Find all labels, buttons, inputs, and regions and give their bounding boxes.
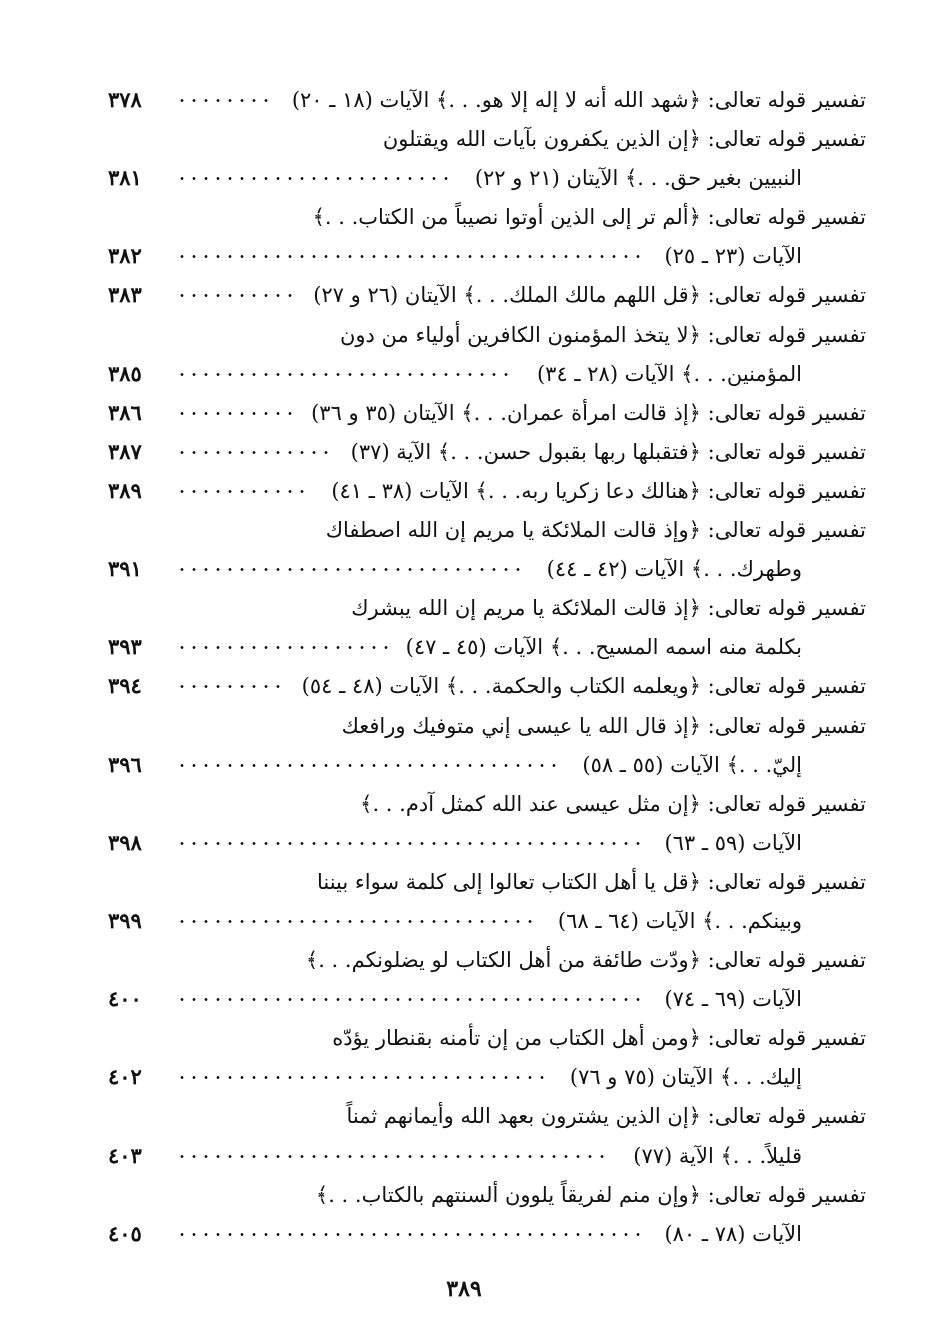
toc-entry-line <box>108 356 866 395</box>
dot-leader <box>176 1076 548 1079</box>
toc-entry-text: تفسير قوله تعالى: ﴿قل اللهم مالك الملك. . .﴾ الآيتان (٢٦ و ٢٧) <box>313 283 866 308</box>
dot-leader <box>176 764 560 767</box>
toc-page-number: ٣٨٩ <box>108 477 142 503</box>
toc-entry-line <box>108 82 866 121</box>
toc-page-number: ٣٨٣ <box>108 282 142 308</box>
toc-entry-text: النبيين بغير حق. . .﴾ الآيتان (٢١ و ٢٢) <box>474 166 802 191</box>
dot-leader <box>176 685 284 688</box>
toc-entry-line <box>108 551 866 590</box>
toc-entry-text: تفسير قوله تعالى: ﴿شهد الله أنه لا إله إلا هو. . .﴾ الآيات (١٨ ـ ٢٠) <box>291 88 866 112</box>
toc-entry-text: تفسير قوله تعالى: ﴿إن الذين يشترون بعهد الله وأيمانهم ثمناً <box>346 1104 866 1129</box>
toc-entry-text: تفسير قوله تعالى: ﴿ألم تر إلى الذين أوتوا نصيباً من الكتاب. . .﴾ <box>312 205 866 230</box>
toc-entry-line <box>108 747 866 786</box>
toc-page-number: ٤٠٥ <box>108 1220 142 1246</box>
toc-entry-text: تفسير قوله تعالى: ﴿وإذ قالت الملائكة يا مريم إن الله اصطفاك <box>325 518 866 543</box>
toc-page-number: ٤٠٣ <box>108 1142 142 1168</box>
toc-page-number: ٣٩٦ <box>108 751 142 777</box>
toc-page-number: ٤٠٠ <box>108 986 142 1012</box>
toc-entry-line <box>108 121 866 160</box>
toc-entry-text: تفسير قوله تعالى: ﴿إذ قالت امرأة عمران. . .﴾ الآيتان (٣٥ و ٣٦) <box>311 400 866 425</box>
toc-entry-text: الآيات (٦٩ ـ ٧٤) <box>664 987 802 1012</box>
toc-entry-line <box>108 395 866 434</box>
toc-entry-line <box>108 786 866 825</box>
toc-entry-text: المؤمنين. . .﴾ الآيات (٢٨ ـ ٣٤) <box>536 361 802 386</box>
toc-entry-line <box>108 1059 866 1098</box>
toc-entry-text: بكلمة منه اسمه المسيح. . .﴾ الآيات (٤٥ ـ ٤٧) <box>405 635 802 660</box>
toc-entry-line <box>108 1138 866 1177</box>
toc-entry-text: تفسير قوله تعالى: ﴿فتقبلها ربها بقبول حسن. . .﴾ الآية (٣٧) <box>350 439 866 464</box>
toc-entry-text: إليّ. . .﴾ الآيات (٥٥ ـ ٥٨) <box>582 752 802 777</box>
table-of-contents <box>108 82 866 1255</box>
toc-page-number: ٣٨١ <box>108 165 142 191</box>
toc-page-number: ٣٨٥ <box>108 360 142 386</box>
toc-entry-line <box>108 473 866 512</box>
dot-leader <box>176 99 272 102</box>
page-number: ٣٨٩ <box>446 1276 482 1302</box>
toc-entry-text: وبينكم. . .﴾ الآيات (٦٤ ـ ٦٨) <box>557 908 802 933</box>
toc-entry-line <box>108 277 866 316</box>
toc-entry-text: الآيات (٧٨ ـ ٨٠) <box>664 1221 802 1246</box>
toc-entry-text: تفسير قوله تعالى: ﴿إن مثل عيسى عند الله كمثل آدم. . .﴾ <box>360 791 866 816</box>
toc-entry-text: تفسير قوله تعالى: ﴿هنالك دعا زكريا ربه. . .﴾ الآيات (٣٨ ـ ٤١) <box>331 478 866 503</box>
toc-entry-line <box>108 825 866 864</box>
toc-entry-line <box>108 590 866 629</box>
toc-entry-line <box>108 317 866 356</box>
dot-leader <box>176 490 308 493</box>
toc-page-number: ٣٨٢ <box>108 243 142 269</box>
toc-entry-line <box>108 629 866 668</box>
dot-leader <box>176 294 296 297</box>
dot-leader <box>176 412 296 415</box>
toc-entry-line <box>108 942 866 981</box>
toc-entry-text: إليك. . .﴾ الآيتان (٧٥ و ٧٦) <box>569 1065 802 1090</box>
toc-entry-line <box>108 864 866 903</box>
toc-entry-text: تفسير قوله تعالى: ﴿إذ قالت الملائكة يا مريم إن الله يبشرك <box>351 596 866 621</box>
toc-entry-text: الآيات (٥٩ ـ ٦٣) <box>664 830 802 855</box>
toc-page-number: ٣٩٨ <box>108 829 142 855</box>
toc-entry-line <box>108 160 866 199</box>
toc-entry-line <box>108 1020 866 1059</box>
dot-leader <box>176 255 644 258</box>
toc-entry-text: تفسير قوله تعالى: ﴿قل يا أهل الكتاب تعالوا إلى كلمة سواء بيننا <box>316 869 866 894</box>
toc-entry-line <box>108 199 866 238</box>
toc-entry-text: تفسير قوله تعالى: ﴿إن الذين يكفرون بآيات الله ويقتلون <box>382 127 866 152</box>
toc-entry-text: تفسير قوله تعالى: ﴿ومن أهل الكتاب من إن تأمنه بقنطار يؤدّه <box>332 1026 866 1051</box>
toc-page-number: ٣٩٩ <box>108 907 142 933</box>
toc-page-number: ٣٩٤ <box>108 673 142 699</box>
toc-entry-text: تفسير قوله تعالى: ﴿ويعلمه الكتاب والحكمة. . .﴾ الآيات (٤٨ ـ ٥٤) <box>301 674 866 699</box>
toc-entry-text: تفسير قوله تعالى: ﴿لا يتخذ المؤمنون الكافرين أولياء من دون <box>339 322 866 347</box>
dot-leader <box>176 451 332 454</box>
toc-entry-text: وطهرك. . .﴾ الآيات (٤٢ ـ ٤٤) <box>546 557 802 582</box>
toc-page-number: ٣٧٨ <box>108 87 142 112</box>
toc-entry-line <box>108 981 866 1020</box>
toc-entry-line <box>108 668 866 707</box>
toc-entry-line <box>108 903 866 942</box>
toc-entry-line <box>108 1177 866 1216</box>
toc-page-number: ٣٨٦ <box>108 399 142 425</box>
toc-entry-line <box>108 708 866 747</box>
toc-entry-line <box>108 1098 866 1137</box>
dot-leader <box>176 842 644 845</box>
dot-leader <box>176 646 392 649</box>
toc-entry-text: تفسير قوله تعالى: ﴿وإن منم لفريقاً يلوون ألسنتهم بالكتاب. . .﴾ <box>315 1182 866 1207</box>
dot-leader <box>176 568 524 571</box>
toc-entry-text: تفسير قوله تعالى: ﴿ودّت طائفة من أهل الكتاب لو يضلونكم. . .﴾ <box>305 948 866 973</box>
dot-leader <box>176 998 644 1001</box>
toc-entry-line <box>108 1216 866 1255</box>
dot-leader <box>176 373 512 376</box>
toc-entry-text: قليلاً. . .﴾ الآية (٧٧) <box>633 1143 802 1168</box>
dot-leader <box>176 920 536 923</box>
toc-entry-line <box>108 434 866 473</box>
toc-page-number: ٣٩٣ <box>108 634 142 660</box>
toc-entry-text: تفسير قوله تعالى: ﴿إذ قال الله يا عيسى إني متوفيك ورافعك <box>341 713 866 738</box>
toc-page-number: ٤٠٢ <box>108 1064 142 1090</box>
toc-page-number: ٣٨٧ <box>108 438 142 464</box>
toc-entry-line <box>108 238 866 277</box>
toc-entry-line <box>108 512 866 551</box>
toc-page-number: ٣٩١ <box>108 556 142 582</box>
toc-entry-text: الآيات (٢٣ ـ ٢٥) <box>664 244 802 269</box>
dot-leader <box>176 177 452 180</box>
dot-leader <box>176 1233 644 1236</box>
dot-leader <box>176 1155 608 1158</box>
